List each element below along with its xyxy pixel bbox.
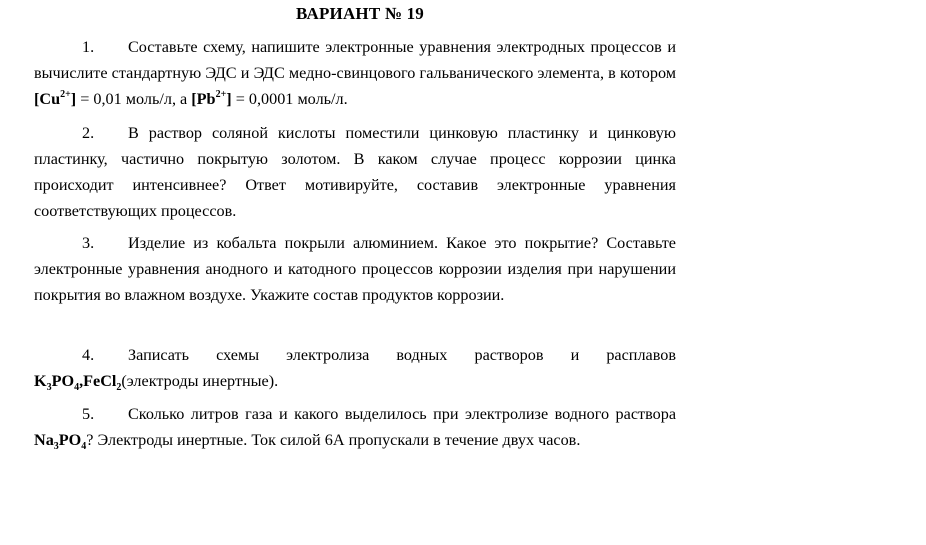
task-5-text-b: ? Электроды инертные. Ток силой 6А пропускали в течение двух часов. [86,431,581,449]
task-3-number: 3. [82,234,95,252]
variant-title: ВАРИАНТ № 19 [296,4,424,23]
cu-concentration: $[Cu^{2+}]$ [34,89,77,108]
task-4-text-b: (электроды инертные). [121,372,279,390]
task-3 [34,230,676,308]
task-1-text-b: = 0,01 моль/л, а [76,90,192,108]
task-3-text: Изделие из кобальта покрыли алюминием. Какое это покрытие? Составьте электронные уравнения анодного и катодного процессов коррозии изделия при нарушении покрытия во влажном воздухе. Укажите состав продуктов коррозии. [34,234,676,304]
task-2-text: В раствор соляной кислоты поместили цинковую пластинку и цинковую пластинку, частично покрытую золотом. В каком случае процесс коррозии цинка происходит интенсивнее? Ответ мотивируйте, составив электронные уравнения соответствующих процессов. [34,124,676,220]
task-4-line-1 [34,342,676,368]
pb-concentration: $[Pb^{2+}]$ [191,89,232,108]
task-2-number: 2. [82,124,95,142]
task-1-number: 1. [82,38,95,56]
task-1-text-a: Составьте схему, напишите электронные уравнения электродных процессов и вычислите стандартную ЭДС и ЭДС медно-свинцового гальванического элемента, в котором [34,38,676,82]
formula-na3po4: $Na_3PO_4$ [34,431,87,452]
task-4-line-2 [34,368,676,394]
task-1 [34,34,676,112]
task-5-number: 5. [82,405,95,423]
task-4-text-a: Записать схемы электролиза водных растворов и расплавов [128,346,676,364]
formula-k3po4-fecl2: $K_3PO_4,FeCl_2$ [34,372,122,393]
task-4-number: 4. [82,346,95,364]
task-4 [34,342,676,394]
task-2 [34,120,676,224]
task-1-text-c: = 0,0001 моль/л. [231,90,348,108]
task-5-text-a: Сколько литров газа и какого выделилось при электролизе водного раствора [128,405,676,423]
task-5 [34,401,676,453]
